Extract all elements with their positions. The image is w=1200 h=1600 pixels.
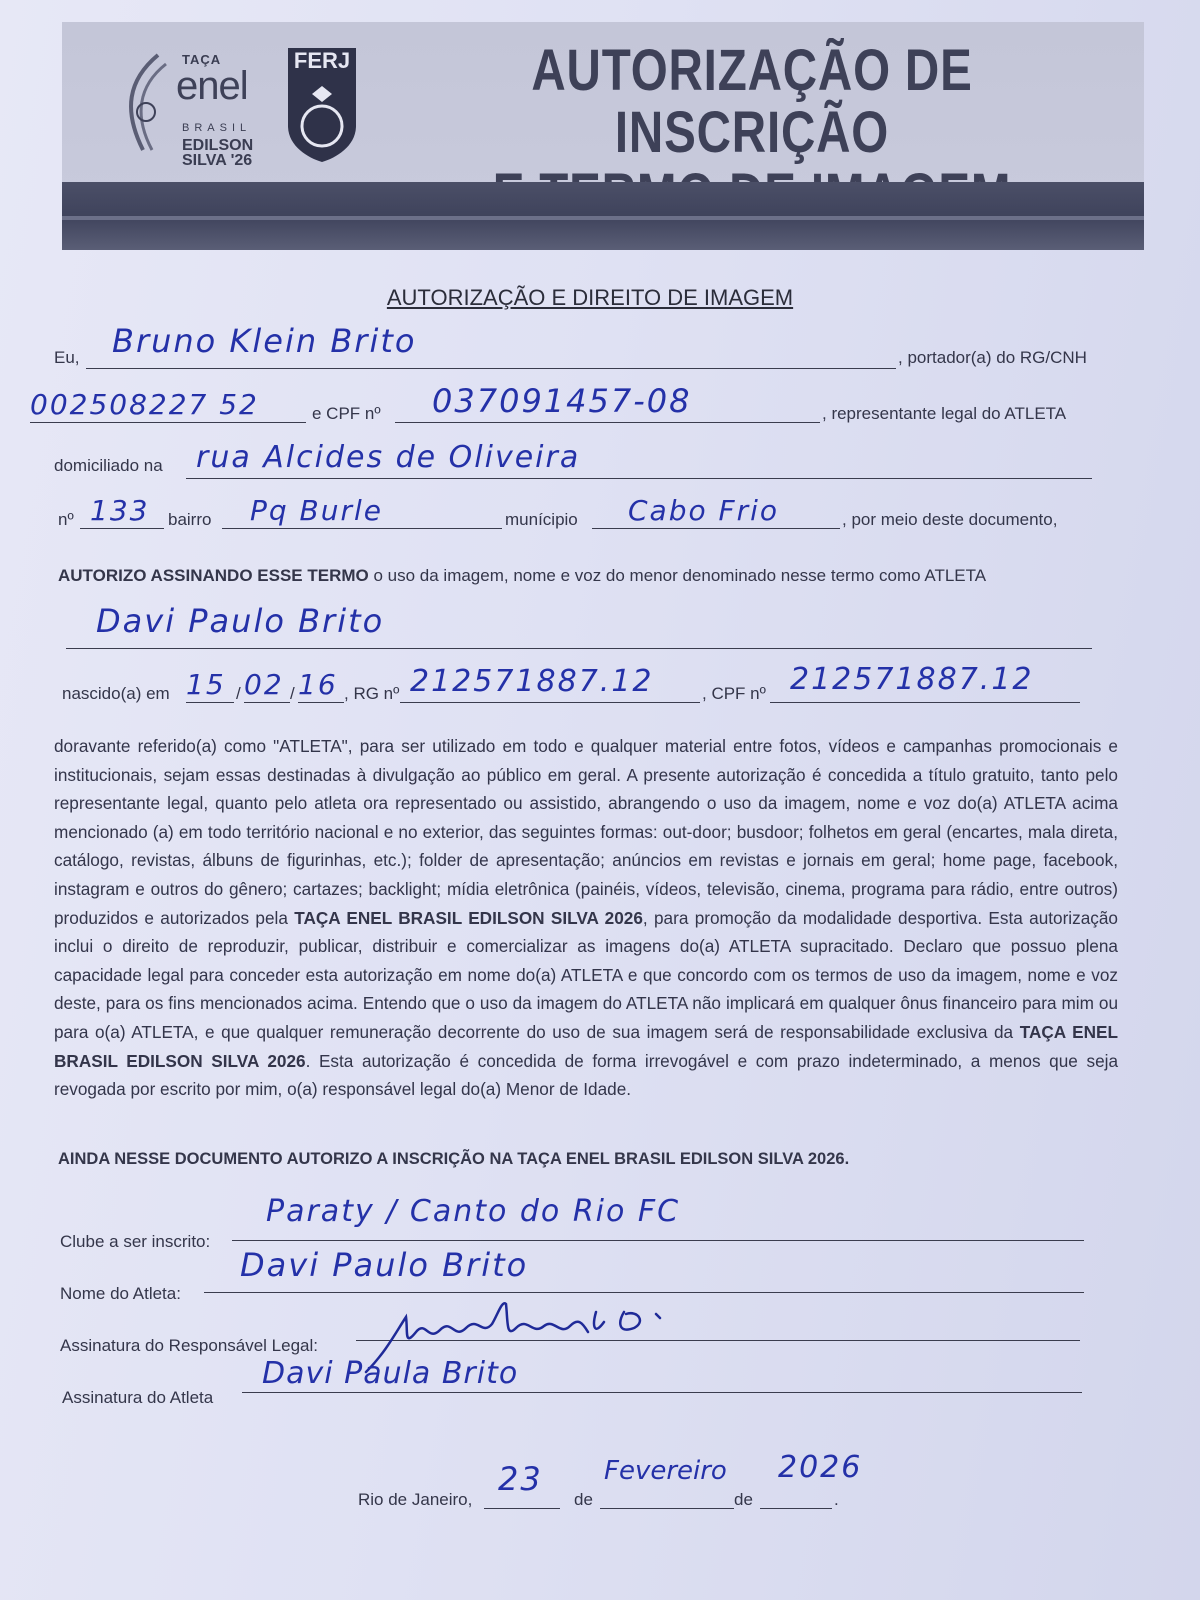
section-heading: AUTORIZAÇÃO E DIREITO DE IMAGEM [386,285,794,310]
assinatura-atleta-label: Assinatura do Atleta [62,1388,214,1407]
handwritten-athlete-name: Davi Paulo Brito [96,602,385,640]
rg-nr-label: , RG nº [344,684,400,703]
handwritten-club: Paraty / Canto do Rio FC [266,1194,681,1229]
slash-2: / [290,684,295,703]
nome-atleta-label: Nome do Atleta: [60,1284,181,1303]
header-bar [62,182,1144,250]
header-banner [62,22,1144,250]
athlete-rg-line [400,702,700,703]
eu-label: Eu, [54,348,80,367]
ferj-label: FERJ [293,48,351,73]
athlete-name-line [66,648,1092,649]
assinatura-atleta-line [242,1392,1082,1393]
brand-enel: enel [176,64,248,108]
clube-line [232,1240,1084,1241]
handwritten-date-year: 2026 [778,1450,863,1485]
date-year-line [760,1508,832,1509]
domiciliado-label: domiciliado na [54,456,163,475]
paragraph-part-3: . Esta autorização é concedida de forma irrevogável e com prazo indeterminado, a menos que seja revogada por escrito por mim, o(a) responsável legal do(a) Menor de Idade. [54,1050,1118,1100]
handwritten-municipio: Cabo Frio [628,494,780,527]
birth-day-line [186,702,234,703]
clube-label: Clube a ser inscrito: [60,1232,211,1251]
athlete-signature: Davi Paula Brito [262,1356,519,1391]
handwritten-rg: 002508227 52 [30,388,259,421]
handwritten-date-day: 23 [498,1460,543,1498]
birth-month-line [244,702,290,703]
handwritten-date-month: Fevereiro [604,1456,727,1486]
paragraph-bold-2: TAÇA ENEL BRASIL EDILSON SILVA 2026 [54,1021,1118,1071]
birth-year-line [298,702,344,703]
handwritten-birth-year: 16 [298,668,338,701]
authorization-paragraph [54,732,1118,1104]
municipio-label: munícipio [505,510,578,529]
handwritten-birth-day: 15 [186,668,226,701]
name-line [86,368,896,369]
por-meio-label: , por meio deste documento, [842,510,1058,529]
municipio-line [592,528,840,529]
bairro-line [222,528,502,529]
representante-label: , representante legal do ATLETA [822,404,1067,423]
paragraph-bold-1: TAÇA ENEL BRASIL EDILSON SILVA 2026 [294,907,643,928]
date-month-line [600,1508,734,1509]
cpf-label: e CPF nº [312,404,381,423]
assinatura-resp-label: Assinatura do Responsável Legal: [60,1336,318,1355]
date-day-line [484,1508,560,1509]
ferj-crest [284,46,360,164]
paragraph-part-2: , para promoção da modalidade desportiva. Esta autorização inclui o direito de reproduzir, publicar, distribuir e comercializar as imagens do(a) ATLETA supracitado. Declaro que possuo plena capacidade legal para conceder esta autorização em nome do(a) ATLETA e que concordo com os termos de uso da imagem, nome e voz deste, para os fins mencionados acima. Entendo que o uso da imagem do ATLETA não implicará em qualquer ônus financeiro para mim ou para o(a) ATLETA, e que qualquer remuneração decorrente do uso de sua imagem será de responsabilidade exclusiva da [54,907,1118,1042]
rg-line [30,422,306,423]
brand-taca: TAÇA [182,52,222,67]
handwritten-birth-month: 02 [244,668,284,701]
paragraph-part-1: doravante referido(a) como "ATLETA", para ser utilizado em todo e qualquer material entre fotos, vídeos e campanhas promocionais e institucionais, sejam essas destinadas à divulgação ao público em geral. A presente autorização é concedida a título gratuito, tanto pelo representante legal, quanto pelo atleta ora representado ou assistido, abrangendo o uso da imagem, nome e voz do(a) ATLETA acima mencionado (a) em todo território nacional e no exterior, das seguintes formas: out-door; busdoor; folhetos em geral (encartes, mala direta, catálogo, revistas, álbuns de figurinhas, etc.); folder de apresentação; anúncios em revistas e jornais em geral; home page, facebook, instagram e outros do gênero; cartazes; backlight; mídia eletrônica (painéis, vídeos, televisão, cinema, programa para rádio, entre outros) produzidos e autorizados pela [54,736,1118,928]
athlete-cpf-line [770,702,1080,703]
handwritten-street: rua Alcides de Oliveira [196,440,581,475]
cpf-line [395,422,820,423]
slash-1: / [236,684,241,703]
portador-label: , portador(a) do RG/CNH [898,348,1087,367]
bairro-label: bairro [168,510,212,529]
brand-edilson [182,138,253,168]
number-line [80,528,164,529]
brand-brasil: BRASIL [182,122,252,134]
inscricao-heading: AINDA NESSE DOCUMENTO AUTORIZO A INSCRIÇÃO NA TAÇA ENEL BRASIL EDILSON SILVA 2026. [58,1150,850,1168]
autorizo-line [58,566,986,586]
street-line [186,478,1092,479]
de-label-1: de [574,1490,593,1509]
title-line-1: AUTORIZAÇÃO DE INSCRIÇÃO [531,38,973,165]
de-label-2: de [734,1490,753,1509]
handwritten-bairro: Pq Burle [250,494,384,527]
handwritten-name: Bruno Klein Brito [112,322,417,360]
swirl-logo-icon [118,50,178,160]
handwritten-athlete-rg: 212571887.12 [410,664,654,699]
brand-silva-text: SILVA '26 [182,152,253,169]
handwritten-athlete-cpf: 212571887.12 [790,662,1034,697]
city-label: Rio de Janeiro, [358,1490,473,1509]
header-stripe [62,216,1144,220]
date-period: . [834,1490,839,1509]
taca-enel-logo [118,46,278,169]
nascido-label: nascido(a) em [62,684,170,703]
handwritten-cpf: 037091457-08 [432,382,692,420]
autorizo-rest: o uso da imagem, nome e voz do menor denominado nesse termo como ATLETA [368,566,987,585]
handwritten-number: 133 [90,494,150,527]
handwritten-athlete-name-2: Davi Paulo Brito [240,1246,529,1284]
cpf2-label: , CPF nº [702,684,766,703]
autorizo-bold: AUTORIZO ASSINANDO ESSE TERMO [58,566,369,585]
numero-label: nº [58,510,74,529]
brand-edilson-text: EDILSON [182,137,254,154]
